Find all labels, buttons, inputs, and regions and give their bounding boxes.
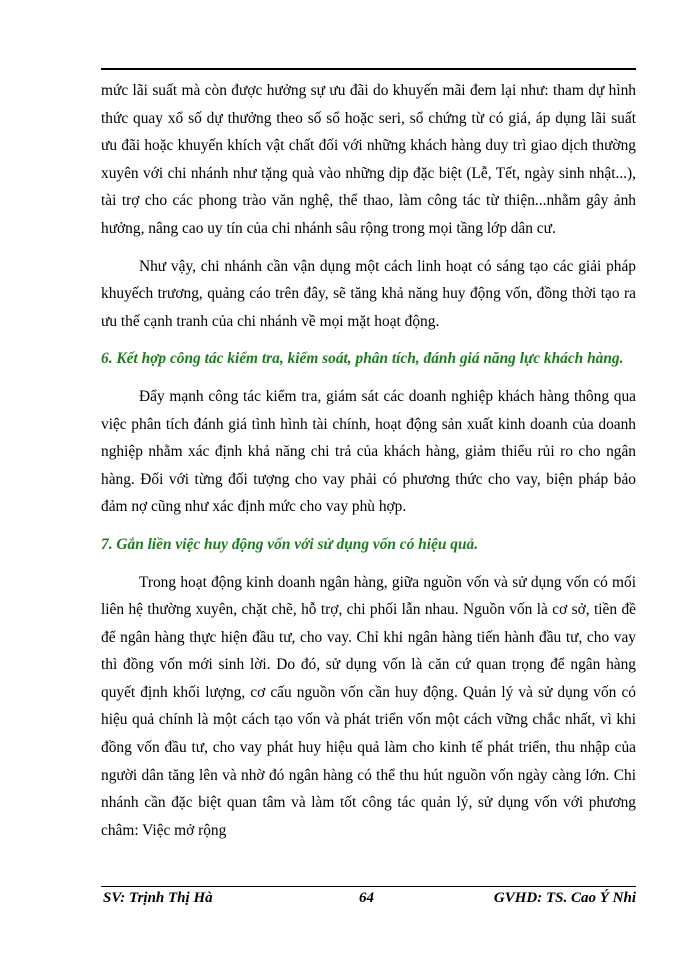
paragraph-section-6: Đẩy mạnh công tác kiểm tra, giám sát các doanh nghiệp khách hàng thông qua việc phân tích đánh giá tình hình tài chính, hoạt động sản xuất kinh doanh của doanh nghiệp nhằm xác định khả năng chi trả của khách hàng, giảm thiểu rủi ro cho ngân hàng. Đối với từng đối tượng cho vay phải có phương thức cho vay, biện pháp bảo đảm nợ cũng như xác định mức cho vay phù hợp. bbox=[101, 387, 636, 516]
paragraph-gap bbox=[101, 373, 636, 383]
paragraph-gap bbox=[101, 335, 636, 345]
footer-rule bbox=[101, 886, 636, 887]
page-body bbox=[101, 77, 636, 844]
paragraph-gap bbox=[101, 521, 636, 531]
paragraph-gap bbox=[101, 559, 636, 569]
header-rule bbox=[101, 68, 636, 70]
section-heading-6: 6. Kết hợp công tác kiểm tra, kiểm soát, phân tích, đánh giá năng lực khách hàng. bbox=[101, 350, 624, 368]
section-heading-7: 7. Gắn liền việc huy động vốn với sử dụng vốn có hiệu quả. bbox=[101, 535, 479, 553]
page-footer bbox=[101, 890, 636, 912]
paragraph-continuation: mức lãi suất mà còn được hưởng sự ưu đãi do khuyến mãi đem lại như: tham dự hình thức quay xổ số dự thưởng theo số sổ hoặc seri, sổ chứng từ có giá, áp dụng lãi suất ưu đãi hoặc khuyến khích vật chất đối với những khách hàng duy trì giao dịch thường xuyên với chi nhánh như tặng quà vào những dịp đặc biệt (Lễ, Tết, ngày sinh nhật...), tài trợ cho các phong trào văn nghệ, thể thao, làm công tác từ thiện...nhằm gây ảnh hưởng, nâng cao uy tín của chi nhánh sâu rộng trong mọi tầng lớp dân cư. bbox=[101, 82, 636, 237]
paragraph-section-7: Trong hoạt động kinh doanh ngân hàng, giữa nguồn vốn và sử dụng vốn có mối liên hệ thường xuyên, chặt chẽ, hỗ trợ, chi phối lẫn nhau. Nguồn vốn là cơ sở, tiền đề để ngân hàng thực hiện đầu tư, cho vay. Chỉ khi ngân hàng tiến hành đầu tư, cho vay thì đồng vốn mới sinh lời. Do đó, sử dụng vốn là căn cứ quan trọng để ngân hàng quyết định khối lượng, cơ cấu nguồn vốn cần huy động. Quản lý và sử dụng vốn có hiệu quả chính là một cách tạo vốn và phát triển vốn một cách vững chắc nhất, vì khi đồng vốn đầu tư, cho vay phát huy hiệu quả làm cho kinh tế phát triển, thu nhập của người dân tăng lên và nhờ đó ngân hàng có thể thu hút nguồn vốn ngày càng lớn. Chi nhánh cần đặc biệt quan tâm và làm tốt công tác quản lý, sử dụng vốn với phương châm: Việc mở rộng bbox=[101, 573, 636, 839]
paragraph-summary: Như vậy, chi nhánh cần vận dụng một cách linh hoạt có sáng tạo các giải pháp khuyếch trương, quảng cáo trên đây, sẽ tăng khả năng huy động vốn, đồng thời tạo ra ưu thế cạnh tranh của chi nhánh về mọi mặt hoạt động. bbox=[101, 257, 636, 330]
footer-advisor: GVHD: TS. Cao Ý Nhi bbox=[493, 890, 636, 906]
footer-page-number: 64 bbox=[359, 890, 374, 906]
footer-student: SV: Trịnh Thị Hà bbox=[103, 890, 213, 906]
paragraph-gap bbox=[101, 243, 636, 253]
